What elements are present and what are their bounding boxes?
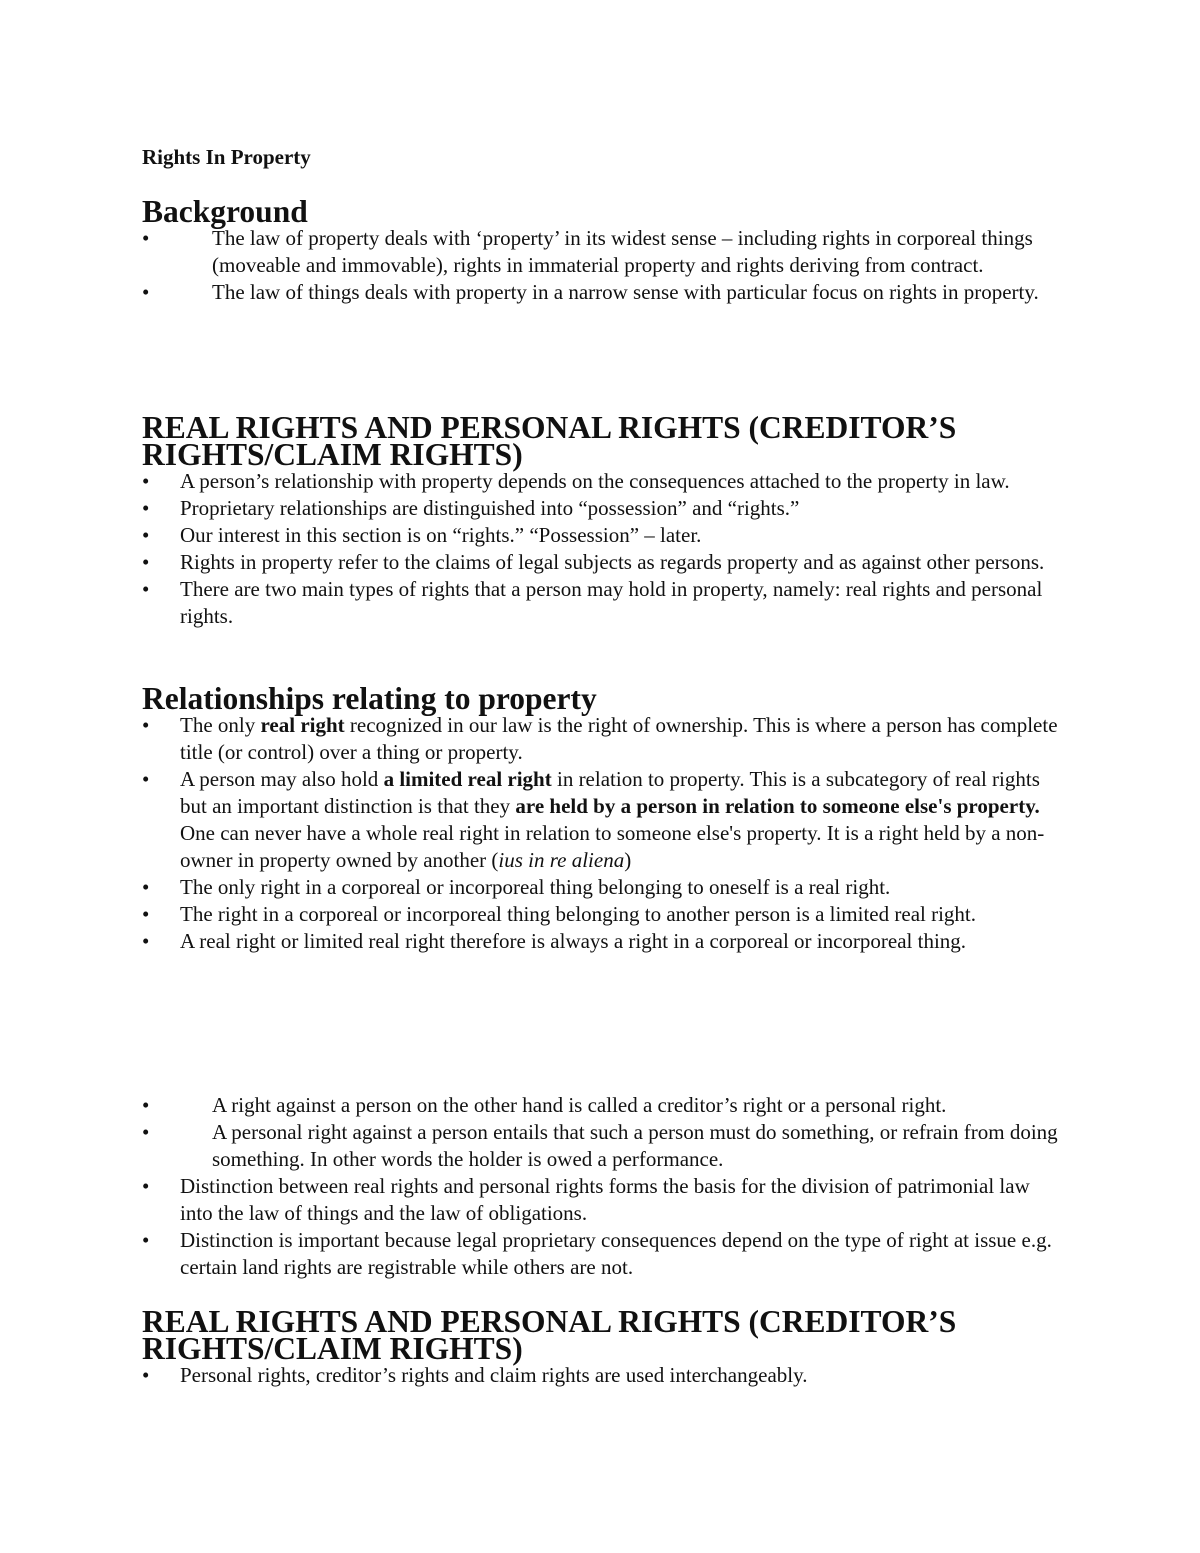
list-item-text: A person’s relationship with property depends on the consequences attached to the property in law. [180,469,1010,493]
list-item [142,712,1062,766]
list-item [142,1227,1062,1281]
real-rights-section [142,410,1062,630]
bullet-icon: • [142,280,150,304]
list-item-text: There are two main types of rights that a person may hold in property, namely: real rights and personal rights. [180,577,1043,628]
bullet-icon: • [142,469,150,493]
bullet-icon: • [142,1174,150,1198]
bullet-icon: • [142,713,150,737]
bullet-icon: • [142,1228,150,1252]
list-item-text: Our interest in this section is on “rights.” “Possession” – later. [180,523,702,547]
real-rights-section-2 [142,1304,1062,1389]
list-item [142,1362,1062,1389]
bullet-icon: • [142,550,150,574]
bold-term: are held by a person in relation to someone else's property. [515,794,1040,818]
real-rights-heading-2: REAL RIGHTS AND PERSONAL RIGHTS (CREDITOR’S RIGHTS/CLAIM RIGHTS) [142,1304,957,1366]
list-item-text: The law of property deals with ‘property’ in its widest sense – including rights in corporeal things (moveable and immovable), rights in immaterial property and rights deriving from contract. [212,226,1033,277]
personal-rights-list [142,1092,1062,1281]
real-rights-list [142,468,1062,630]
list-item-text: Distinction is important because legal proprietary consequences depend on the type of right at issue e.g. certain land rights are registrable while others are not. [180,1228,1052,1279]
bullet-icon: • [142,929,150,953]
list-item [142,928,1062,955]
real-rights-heading: REAL RIGHTS AND PERSONAL RIGHTS (CREDITOR’S RIGHTS/CLAIM RIGHTS) [142,410,957,472]
list-item [142,495,1062,522]
list-item-text: The only right in a corporeal or incorporeal thing belonging to oneself is a real right. [180,875,891,899]
document-title: Rights In Property [142,145,311,169]
list-item [142,766,1062,874]
list-item [142,1173,1062,1227]
relationships-list [142,712,1062,955]
list-item-text: A personal right against a person entails that such a person must do something, or refrain from doing something. In other words the holder is owed a performance. [212,1120,1058,1171]
list-item-text: Personal rights, creditor’s rights and claim rights are used interchangeably. [180,1363,808,1387]
list-item-text: A person may also hold a limited real right in relation to property. This is a subcategory of real rights but an important distinction is that they are held by a person in relation to someone else's property. One can never have a whole real right in relation to someone else's property. It is a right held by a non-owner in property owned by another (ius in re aliena) [180,767,1045,872]
bold-term: a limited real right [383,767,552,791]
list-item [142,1092,1062,1119]
personal-rights-section [142,1092,1062,1281]
bullet-icon: • [142,1120,150,1144]
bullet-icon: • [142,1363,150,1387]
bullet-icon: • [142,1093,150,1117]
list-item-text: Proprietary relationships are distinguished into “possession” and “rights.” [180,496,800,520]
list-item-text: A real right or limited real right therefore is always a right in a corporeal or incorporeal thing. [180,929,967,953]
list-item-text: The law of things deals with property in a narrow sense with particular focus on rights in property. [212,280,1039,304]
real-rights-list-2 [142,1362,1062,1389]
list-item [142,522,1062,549]
bullet-icon: • [142,523,150,547]
bold-term: real right [260,713,345,737]
list-item-text: Distinction between real rights and personal rights forms the basis for the division of patrimonial law into the law of things and the law of obligations. [180,1174,1030,1225]
list-item [142,225,1062,279]
list-item-text: Rights in property refer to the claims of legal subjects as regards property and as against other persons. [180,550,1045,574]
list-item-text: The only real right recognized in our law is the right of ownership. This is where a person has complete title (or control) over a thing or property. [180,713,1058,764]
background-list [142,225,1062,306]
bullet-icon: • [142,902,150,926]
italic-term: ius in re aliena [498,848,625,872]
bullet-icon: • [142,577,150,601]
list-item [142,549,1062,576]
background-heading: Background [142,194,308,229]
relationships-section [142,681,1062,955]
list-item [142,1119,1062,1173]
background-section [142,194,1062,306]
list-item [142,279,1062,306]
list-item [142,901,1062,928]
list-item-text: The right in a corporeal or incorporeal thing belonging to another person is a limited real right. [180,902,977,926]
bullet-icon: • [142,875,150,899]
list-item-text: A right against a person on the other hand is called a creditor’s right or a personal right. [212,1093,947,1117]
list-item [142,576,1062,630]
bullet-icon: • [142,496,150,520]
bullet-icon: • [142,767,150,791]
bullet-icon: • [142,226,150,250]
list-item [142,874,1062,901]
relationships-heading: Relationships relating to property [142,681,597,716]
list-item [142,468,1062,495]
